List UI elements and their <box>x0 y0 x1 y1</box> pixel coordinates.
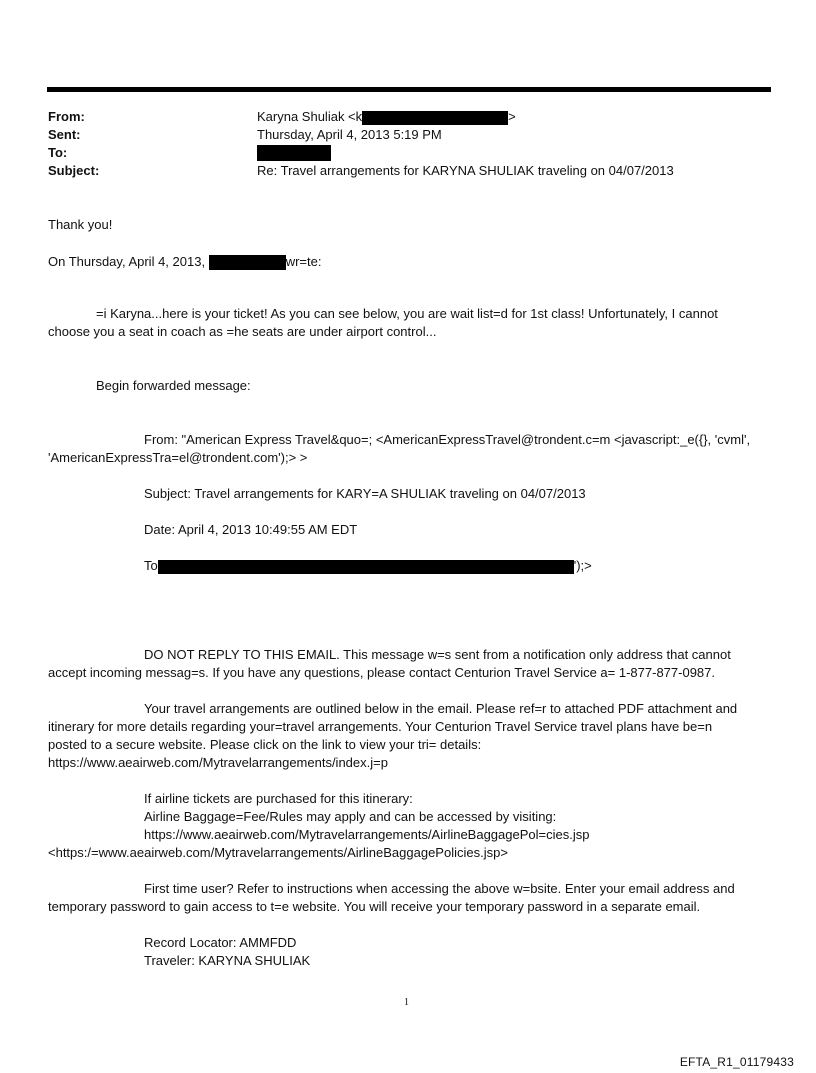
travel-line1: Your travel arrangements are outlined below in the email. Please ref=r to attached PDF attachment and <box>144 701 738 716</box>
begin-forwarded: Begin forwarded message: <box>96 378 251 393</box>
para1-line2: choose you a seat in coach as =he seats are under airport control... <box>48 324 437 339</box>
page-number: 1 <box>404 997 409 1008</box>
on-date-prefix: On Thursday, April 4, 2013, <box>48 254 206 269</box>
on-date-suffix: wr=te: <box>285 254 322 269</box>
dnr-line1: DO NOT REPLY TO THIS EMAIL. This message w=s sent from a notification only address that cannot <box>144 647 731 662</box>
redaction-box <box>257 145 331 161</box>
thanks-line: Thank you! <box>48 217 113 232</box>
from-close: > <box>508 109 516 124</box>
airline-line2: Airline Baggage=Fee/Rules may apply and can be accessed by visiting: <box>144 809 557 824</box>
airline-link2: <https:/=www.aeairweb.com/Mytravelarrangements/AirlineBaggagePolicies.jsp> <box>48 845 508 860</box>
airline-link1: https://www.aeairweb.com/Mytravelarrangements/AirlineBaggagePol=cies.jsp <box>144 827 590 842</box>
record-locator: Record Locator: AMMFDD <box>144 935 297 950</box>
redaction-box <box>209 255 286 270</box>
traveler: Traveler: KARYNA SHULIAK <box>144 953 311 968</box>
para1-line1: =i Karyna...here is your ticket! As you can see below, you are wait list=d for 1st class! Unfortunately, I cannot <box>96 306 718 321</box>
fwd-to-suffix: ');> <box>573 558 592 573</box>
fwd-from-line1: From: "American Express Travel&quo=; <AmericanExpressTravel@trondent.c=m <javascript:_e({}, 'cvml', <box>144 432 751 447</box>
airline-line1: If airline tickets are purchased for this itinerary: <box>144 791 413 806</box>
travel-line2: itinerary for more details regarding your=travel arrangements. Your Centurion Travel Service travel plans have be=n <box>48 719 713 734</box>
from-value <box>257 109 516 125</box>
from-label: From: <box>48 109 85 124</box>
travel-link: https://www.aeairweb.com/Mytravelarrangements/index.j=p <box>48 755 388 770</box>
header-rule <box>47 87 771 92</box>
dnr-line2: accept incoming messag=s. If you have any questions, please contact Centurion Travel Service a= 1-877-877-0987. <box>48 665 715 680</box>
first-time-line1: First time user? Refer to instructions when accessing the above w=bsite. Enter your email address and <box>144 881 735 896</box>
fwd-to-prefix: To <box>144 558 158 573</box>
sent-label: Sent: <box>48 127 81 142</box>
fwd-subject: Subject: Travel arrangements for KARY=A SHULIAK traveling on 04/07/2013 <box>144 486 586 501</box>
first-time-line2: temporary password to gain access to t=e website. You will receive your temporary password in a separate email. <box>48 899 701 914</box>
redaction-box <box>362 111 508 125</box>
to-value <box>257 144 331 161</box>
fwd-to-line <box>144 558 592 574</box>
from-name: Karyna Shuliak <k <box>257 109 363 124</box>
fwd-date: Date: April 4, 2013 10:49:55 AM EDT <box>144 522 358 537</box>
bates-number: EFTA_R1_01179433 <box>679 1055 794 1069</box>
subject-label: Subject: <box>48 163 100 178</box>
to-label: To: <box>48 145 68 160</box>
redaction-box <box>158 560 574 574</box>
on-date-line <box>48 254 321 270</box>
subject-value: Re: Travel arrangements for KARYNA SHULIAK traveling on 04/07/2013 <box>257 163 674 178</box>
fwd-from-line2: 'AmericanExpressTra=el@trondent.com');> > <box>48 450 308 465</box>
sent-value: Thursday, April 4, 2013 5:19 PM <box>257 127 442 142</box>
travel-line3: posted to a secure website. Please click on the link to view your tri= details: <box>48 737 482 752</box>
